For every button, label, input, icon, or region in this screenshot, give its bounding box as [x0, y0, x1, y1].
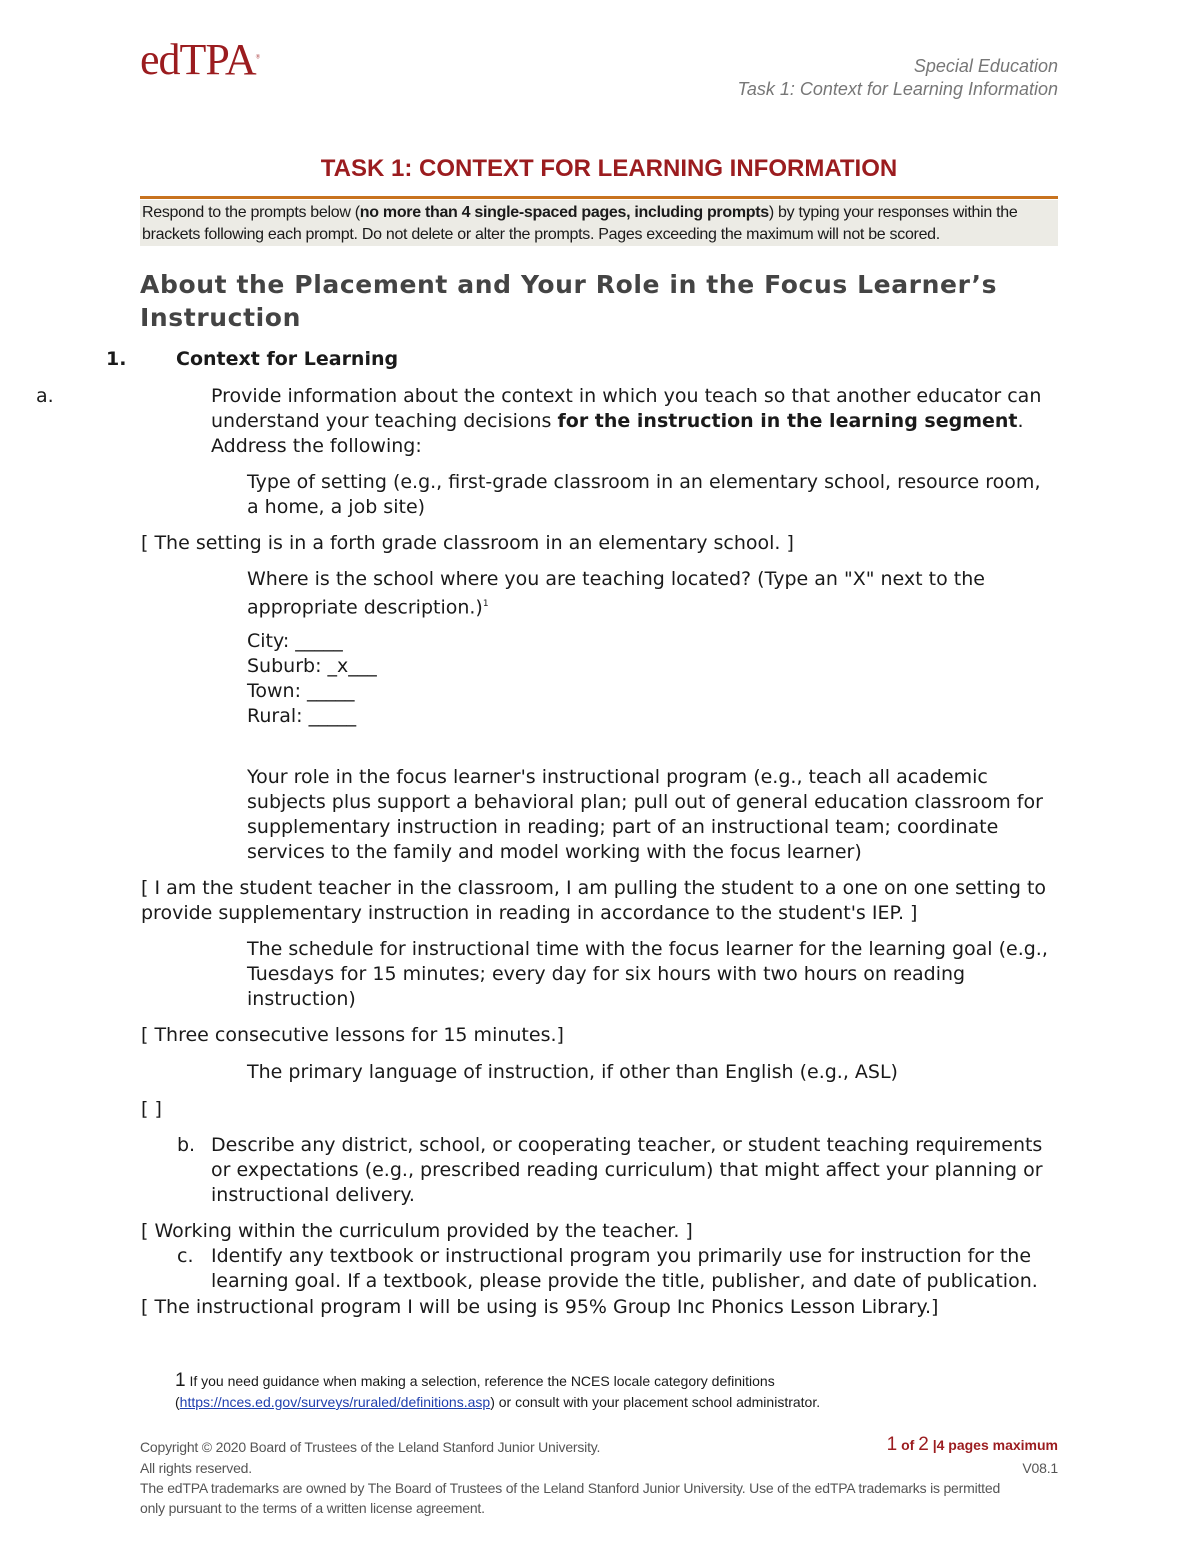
- section-number: 1.: [106, 348, 127, 370]
- setting-prompt: Type of setting (e.g., first-grade classroom in an elementary school, resource room, a home, a job site): [247, 471, 1041, 518]
- location-suburb[interactable]: Suburb: _x___: [247, 655, 377, 677]
- edtpa-logo: edTPA®: [140, 35, 260, 84]
- footer-rights: All rights reserved.: [140, 1460, 252, 1476]
- schedule-response[interactable]: [ Three consecutive lessons for 15 minutes.]: [141, 1024, 564, 1046]
- role-response[interactable]: [ I am the student teacher in the classroom, I am pulling the student to a one on one setting to provide supplementary instruction in reading in accordance to the student's IEP. ]: [141, 877, 1047, 924]
- footer-version: V08.1: [1022, 1460, 1058, 1476]
- section-heading: About the Placement and Your Role in the Focus Learner’s Instruction: [140, 270, 998, 332]
- footer-copyright: Copyright © 2020 Board of Trustees of the Leland Stanford Junior University.: [140, 1439, 601, 1455]
- role-prompt: Your role in the focus learner's instructional program (e.g., teach all academic subjects plus support a behavioral plan; pull out of general education classroom for supplementary instruction in reading; part of an instructional team; coordinate services to the family and model working with the focus learner): [247, 766, 1043, 863]
- item-c-letter: c.: [177, 1245, 194, 1267]
- language-prompt: The primary language of instruction, if other than English (e.g., ASL): [247, 1061, 898, 1083]
- section-label: Context for Learning: [176, 348, 399, 370]
- page-counter: 1 of 2 |4 pages maximum: [886, 1434, 1058, 1455]
- language-response[interactable]: [ ]: [141, 1098, 162, 1120]
- page-title: TASK 1: CONTEXT FOR LEARNING INFORMATION: [320, 155, 898, 182]
- footnote: 1 If you need guidance when making a selection, reference the NCES locale category definitions (https://nces.ed.gov/surveys/ruraled/definitions.asp) or consult with your placement school administrator.: [175, 1370, 821, 1410]
- item-a-prompt: Provide information about the context in which you teach so that another educator can understand your teaching decisions for the instruction in the learning segment. Address the following:: [211, 385, 1042, 457]
- instructions-box: Respond to the prompts below (no more than 4 single-spaced pages, including prompts) by typing your responses within the brackets following each prompt. Do not delete or alter the prompts. Pages exceeding the maximum will not be scored.: [140, 200, 1058, 246]
- item-a-letter: a.: [36, 385, 54, 407]
- header-task-line: Task 1: Context for Learning Information: [737, 79, 1058, 99]
- item-c-prompt: Identify any textbook or instructional program you primarily use for instruction for the learning goal. If a textbook, please provide the title, publisher, and date of publication.: [211, 1245, 1038, 1292]
- footnote-link[interactable]: https://nces.ed.gov/surveys/ruraled/definitions.asp: [179, 1394, 491, 1410]
- footer-trademark: The edTPA trademarks are owned by The Board of Trustees of the Leland Stanford Junior University. Use of the edTPA trademarks is permitted only pursuant to the terms of a written license agreement.: [140, 1480, 1001, 1516]
- title-divider: [140, 196, 1058, 199]
- location-prompt: Where is the school where you are teaching located? (Type an "X" next to the appropriate description.)$^1$: [247, 568, 985, 619]
- location-town[interactable]: Town: _____: [247, 680, 355, 702]
- header-subject: Special Education: [913, 56, 1058, 76]
- item-b-letter: b.: [177, 1134, 196, 1156]
- item-c-response[interactable]: [ The instructional program I will be using is 95% Group Inc Phonics Lesson Library.]: [141, 1296, 939, 1318]
- location-city[interactable]: City: _____: [247, 630, 343, 652]
- item-b-response[interactable]: [ Working within the curriculum provided by the teacher. ]: [141, 1220, 693, 1242]
- location-rural[interactable]: Rural: _____: [247, 705, 357, 727]
- setting-response[interactable]: [ The setting is in a forth grade classroom in an elementary school. ]: [141, 532, 794, 554]
- schedule-prompt: The schedule for instructional time with the focus learner for the learning goal (e.g., Tuesdays for 15 minutes; every day for six hours with two hours on reading instruction): [247, 938, 1048, 1010]
- item-b-prompt: Describe any district, school, or cooperating teacher, or student teaching requirements or expectations (e.g., prescribed reading curriculum) that might affect your planning or instructional delivery.: [211, 1134, 1043, 1206]
